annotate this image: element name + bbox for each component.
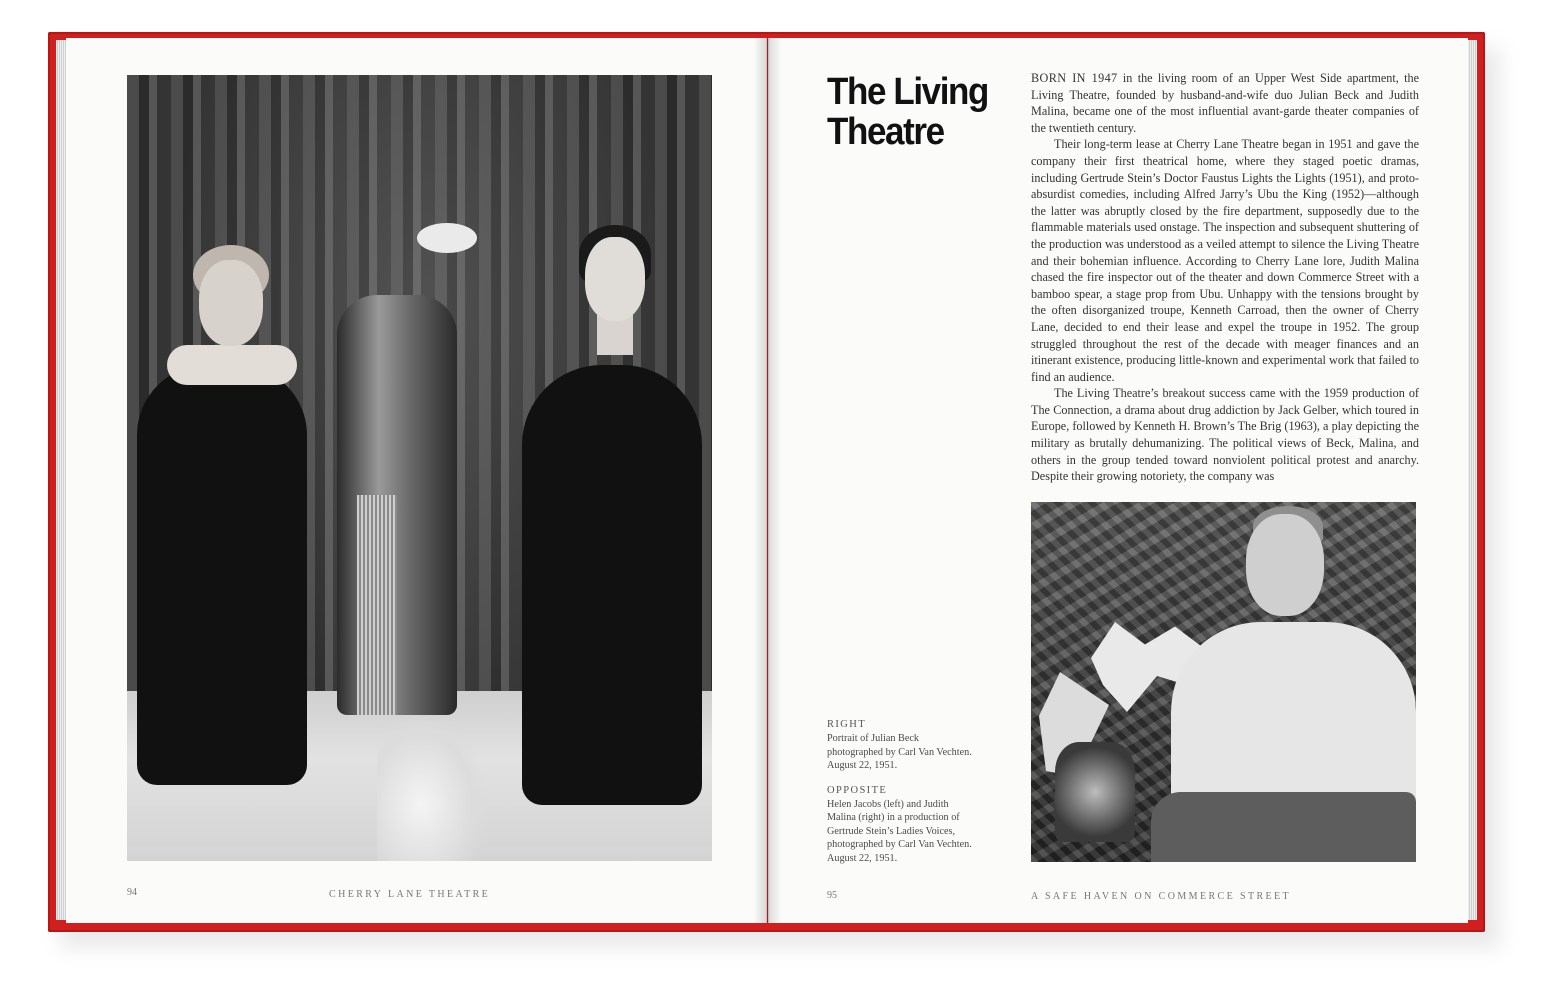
ornamental-object [1055,742,1135,842]
photo-julian-beck-portrait [1031,502,1416,862]
paragraph-1 [1031,70,1419,136]
masquerade-mask [417,223,477,253]
running-head-right: A SAFE HAVEN ON COMMERCE STREET [1031,891,1292,902]
caption-opposite-text: Helen Jacobs (left) and Judith Malina (right) in a production of Gertrude Stein’s Ladies Voices, photographed by Carl Van Vechten. August 22, 1951. [827,799,972,864]
figure-right-woman-neck [597,315,633,355]
page-edges-left [56,40,66,920]
figure-left-woman-shoulders [167,345,297,385]
figure-left-woman-face [199,260,263,346]
chapter-title-line-2: Theatre [827,111,944,153]
caption-right [827,718,972,773]
man-face [1246,514,1324,616]
paragraph-3: The Living Theatre’s breakout success came with the 1959 production of The Connection, a drama about drug addiction by Jack Gelber, which toured in Europe, followed by Kenneth H. Brown’s The Brig (1963), a play depicting the military as brutally dehumanizing. The political views of Beck, Malina, and others in the group tended toward nonviolent political protest and anarchy. Despite their growing notoriety, the company was [1031,386,1419,484]
figure-right-woman-face [585,237,645,321]
caption-right-text: Portrait of Julian Beck photographed by Carl Van Vechten. August 22, 1951. [827,733,972,772]
figure-right-woman-dress [522,365,702,805]
body-text [1031,70,1419,485]
caption-right-label: RIGHT [827,719,867,730]
caption-opposite-label: OPPOSITE [827,784,888,796]
man-trousers [1151,792,1416,862]
page-number-left: 94 [127,887,137,898]
photo-captions [827,718,972,876]
figure-left-woman-dress [137,365,307,785]
white-feather [377,715,487,861]
dress-form [337,295,457,715]
chapter-title-line-1: The Living [827,71,988,113]
page-number-right: 95 [827,890,837,901]
fringed-scarf [357,495,397,715]
chapter-title [827,72,988,152]
paragraph-1-lead: BORN IN 1947 [1031,71,1118,85]
running-head-left: CHERRY LANE THEATRE [329,889,491,900]
paragraph-2: Their long-term lease at Cherry Lane Theatre began in 1951 and gave the company their first theatrical home, where they staged poetic dramas, including Gertrude Stein’s Doctor Faustus Lights the Lights (1951), and proto-absurdist comedies, including Alfred Jarry’s Ubu the King (1952)—although the latter was abruptly closed by the fire department, supposedly due to the flammable materials used onstage. The inspection and subsequent shuttering of the production was understood as a veiled attempt to silence the Living Theatre and their bohemian influence. According to Cherry Lane lore, Judith Malina chased the fire inspector out of the theater and down Commerce Street with a bamboo spear, a stage prop from Ubu. Unhappy with the tensions brought by the often disorganized troupe, Kenneth Carroad, then the owner of Cherry Lane, decided to end their lease and expel the troupe in 1952. The group struggled throughout the rest of the decade with meager finances and an itinerant existence, producing little-known and experimental work that failed to find an audience. [1031,137,1419,384]
photo-two-women-with-dress-form [127,75,712,861]
caption-opposite [827,784,972,865]
paragraph-1-text: in the living room of an Upper West Side apartment, the Living Theatre, founded by husband-and-wife duo Julian Beck and Judith Malina, became one of the most influential avant-garde theater companies of the twentieth century. [1031,71,1419,135]
page-edges-right [1467,40,1477,920]
book-gutter [754,38,782,923]
